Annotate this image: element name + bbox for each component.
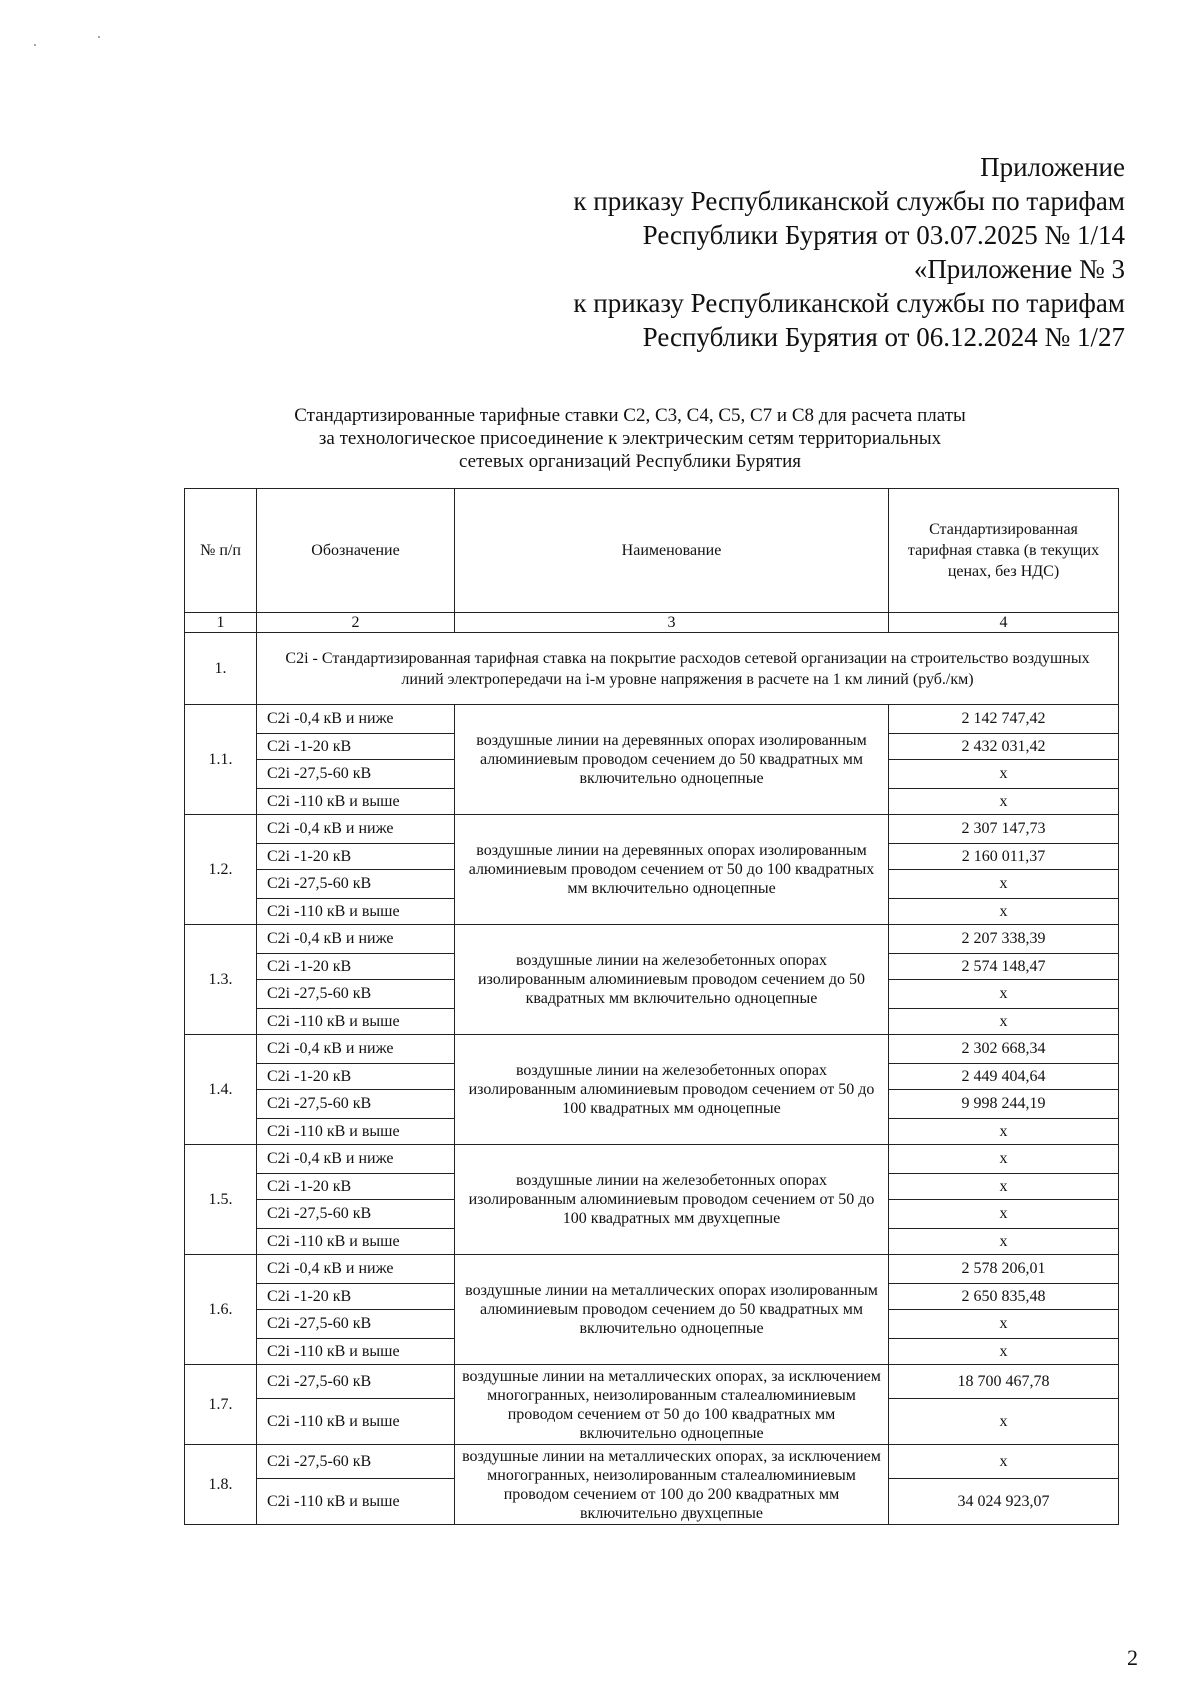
rate-value-cell: 2 207 338,39 xyxy=(889,925,1119,954)
designation-cell: C2i -110 кВ и выше xyxy=(257,789,455,815)
row-number: 1.7. xyxy=(185,1365,257,1445)
table-row xyxy=(185,1035,1119,1064)
row-number: 1.8. xyxy=(185,1445,257,1525)
row-number: 1.1. xyxy=(185,705,257,815)
table-row xyxy=(185,1145,1119,1174)
tariff-table xyxy=(184,488,1119,1525)
designation-cell: C2i -0,4 кВ и ниже xyxy=(257,1035,455,1064)
rate-value-cell: 2 449 404,64 xyxy=(889,1064,1119,1090)
designation-cell: C2i -27,5-60 кВ xyxy=(257,1200,455,1229)
table-row xyxy=(185,1365,1119,1399)
rate-value-cell: х xyxy=(889,870,1119,899)
rate-value-cell: 2 574 148,47 xyxy=(889,954,1119,980)
section-num: 1. xyxy=(185,633,257,705)
column-number: 4 xyxy=(889,613,1119,633)
table-row xyxy=(185,925,1119,954)
description-cell: воздушные линии на деревянных опорах изолированным алюминиевым проводом сечением до 50 квадратных мм включительно одноцепные xyxy=(455,705,889,815)
designation-cell: C2i -27,5-60 кВ xyxy=(257,870,455,899)
rate-value-cell: х xyxy=(889,1399,1119,1445)
rate-value-cell: х xyxy=(889,1339,1119,1365)
row-number: 1.6. xyxy=(185,1255,257,1365)
rate-value-cell: х xyxy=(889,1310,1119,1339)
rate-value-cell: х xyxy=(889,1009,1119,1035)
col-header-rate: Стандартизированная тарифная ставка (в текущих ценах, без НДС) xyxy=(889,489,1119,613)
col-header-num: № п/п xyxy=(185,489,257,613)
designation-cell: C2i -110 кВ и выше xyxy=(257,1119,455,1145)
title-line: Стандартизированные тарифные ставки С2, С3, С4, С5, С7 и С8 для расчета платы xyxy=(294,405,966,426)
designation-cell: C2i -110 кВ и выше xyxy=(257,1009,455,1035)
header-line: Республики Бурятия от 03.07.2025 № 1/14 xyxy=(642,220,1125,250)
designation-cell: C2i -110 кВ и выше xyxy=(257,1479,455,1525)
header-line: Приложение xyxy=(980,152,1125,182)
section-text: C2i - Стандартизированная тарифная ставка на покрытие расходов сетевой организации на строительство воздушных линий электропередачи на i-м уровне напряжения в расчете на 1 км линий (руб./км) xyxy=(257,633,1119,705)
designation-cell: C2i -110 кВ и выше xyxy=(257,1229,455,1255)
designation-cell: C2i -110 кВ и выше xyxy=(257,899,455,925)
header-line: Республики Бурятия от 06.12.2024 № 1/27 xyxy=(642,322,1125,352)
appendix-header xyxy=(573,150,1125,354)
header-line: к приказу Республиканской службы по тарифам xyxy=(573,186,1125,216)
rate-value-cell: х xyxy=(889,980,1119,1009)
title-line: за технологическое присоединение к электрическим сетям территориальных xyxy=(318,428,942,449)
description-cell: воздушные линии на железобетонных опорах изолированным алюминиевым проводом сечением от 50 до 100 квадратных мм двухцепные xyxy=(455,1145,889,1255)
designation-cell: C2i -1-20 кВ xyxy=(257,954,455,980)
designation-cell: C2i -1-20 кВ xyxy=(257,1064,455,1090)
rate-value-cell: 2 432 031,42 xyxy=(889,734,1119,760)
scan-speck xyxy=(98,36,100,38)
rate-value-cell: 2 142 747,42 xyxy=(889,705,1119,734)
designation-cell: C2i -1-20 кВ xyxy=(257,1284,455,1310)
column-number: 2 xyxy=(257,613,455,633)
designation-cell: C2i -27,5-60 кВ xyxy=(257,1445,455,1479)
rate-value-cell: 9 998 244,19 xyxy=(889,1090,1119,1119)
table-header-row xyxy=(185,489,1119,613)
column-number: 1 xyxy=(185,613,257,633)
description-cell: воздушные линии на железобетонных опорах изолированным алюминиевым проводом сечением от 50 до 100 квадратных мм одноцепные xyxy=(455,1035,889,1145)
designation-cell: C2i -27,5-60 кВ xyxy=(257,1090,455,1119)
rate-value-cell: 2 302 668,34 xyxy=(889,1035,1119,1064)
rate-value-cell: х xyxy=(889,1145,1119,1174)
rate-value-cell: х xyxy=(889,1119,1119,1145)
table-row xyxy=(185,1445,1119,1479)
rate-value-cell: х xyxy=(889,1445,1119,1479)
row-number: 1.5. xyxy=(185,1145,257,1255)
title-line: сетевых организаций Республики Бурятия xyxy=(458,451,802,472)
description-cell: воздушные линии на металлических опорах изолированным алюминиевым проводом сечением до 50 квадратных мм включительно одноцепные xyxy=(455,1255,889,1365)
designation-cell: C2i -0,4 кВ и ниже xyxy=(257,1255,455,1284)
designation-cell: C2i -27,5-60 кВ xyxy=(257,1310,455,1339)
rate-value-cell: 2 307 147,73 xyxy=(889,815,1119,844)
header-line: «Приложение № 3 xyxy=(913,254,1125,284)
description-cell: воздушные линии на металлических опорах, за исключением многогранных, неизолированным сталеалюминиевым проводом сечением от 50 до 100 квадратных мм включительно одноцепные xyxy=(455,1365,889,1445)
page-number: 2 xyxy=(1127,1645,1138,1670)
description-cell: воздушные линии на железобетонных опорах изолированным алюминиевым проводом сечением до 50 квадратных мм включительно одноцепные xyxy=(455,925,889,1035)
rate-value-cell: х xyxy=(889,899,1119,925)
row-number: 1.2. xyxy=(185,815,257,925)
designation-cell: C2i -110 кВ и выше xyxy=(257,1399,455,1445)
rate-value-cell: 2 578 206,01 xyxy=(889,1255,1119,1284)
rate-value-cell: х xyxy=(889,789,1119,815)
rate-value-cell: 2 160 011,37 xyxy=(889,844,1119,870)
designation-cell: C2i -0,4 кВ и ниже xyxy=(257,815,455,844)
scan-speck xyxy=(34,44,36,46)
description-cell: воздушные линии на деревянных опорах изолированным алюминиевым проводом сечением от 50 до 100 квадратных мм включительно одноцепные xyxy=(455,815,889,925)
rate-value-cell: х xyxy=(889,760,1119,789)
column-number-row xyxy=(185,613,1119,633)
row-number: 1.4. xyxy=(185,1035,257,1145)
table-row xyxy=(185,1255,1119,1284)
designation-cell: C2i -1-20 кВ xyxy=(257,844,455,870)
designation-cell: C2i -0,4 кВ и ниже xyxy=(257,705,455,734)
designation-cell: C2i -1-20 кВ xyxy=(257,734,455,760)
document-title xyxy=(200,404,1060,473)
rate-value-cell: х xyxy=(889,1200,1119,1229)
header-line: к приказу Республиканской службы по тарифам xyxy=(573,288,1125,318)
designation-cell: C2i -27,5-60 кВ xyxy=(257,1365,455,1399)
column-number: 3 xyxy=(455,613,889,633)
rate-value-cell: 18 700 467,78 xyxy=(889,1365,1119,1399)
designation-cell: C2i -27,5-60 кВ xyxy=(257,980,455,1009)
designation-cell: C2i -0,4 кВ и ниже xyxy=(257,925,455,954)
col-header-designation: Обозначение xyxy=(257,489,455,613)
designation-cell: C2i -0,4 кВ и ниже xyxy=(257,1145,455,1174)
designation-cell: C2i -27,5-60 кВ xyxy=(257,760,455,789)
row-number: 1.3. xyxy=(185,925,257,1035)
designation-cell: C2i -1-20 кВ xyxy=(257,1174,455,1200)
col-header-name: Наименование xyxy=(455,489,889,613)
section-row xyxy=(185,633,1119,705)
table-row xyxy=(185,705,1119,734)
table-row xyxy=(185,815,1119,844)
rate-value-cell: х xyxy=(889,1174,1119,1200)
description-cell: воздушные линии на металлических опорах, за исключением многогранных, неизолированным сталеалюминиевым проводом сечением от 100 до 200 квадратных мм включительно двухцепные xyxy=(455,1445,889,1525)
designation-cell: C2i -110 кВ и выше xyxy=(257,1339,455,1365)
rate-value-cell: х xyxy=(889,1229,1119,1255)
rate-value-cell: 2 650 835,48 xyxy=(889,1284,1119,1310)
rate-value-cell: 34 024 923,07 xyxy=(889,1479,1119,1525)
